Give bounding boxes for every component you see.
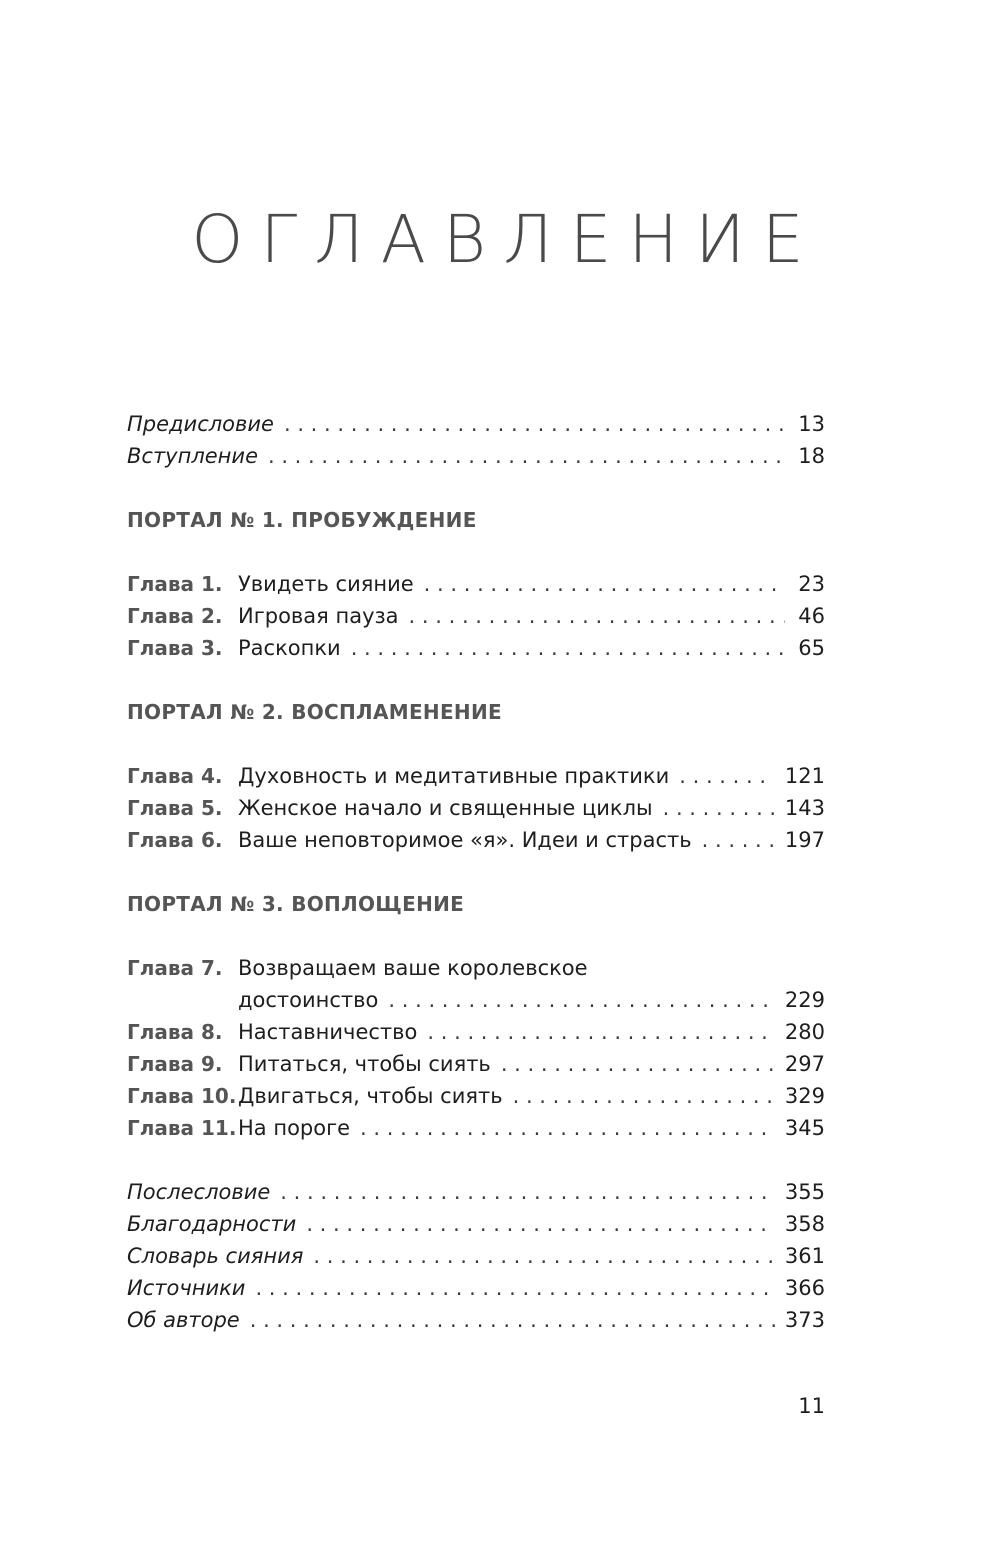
chapter-label: Глава 2. [127, 604, 223, 628]
entry-title: Питаться, чтобы сиять [238, 1052, 491, 1076]
page-number: 361 [784, 1244, 825, 1268]
dot-leader [513, 1080, 775, 1112]
dot-leader [679, 760, 775, 792]
dot-leader [280, 1176, 775, 1208]
toc-entry-chapter-1[interactable] [127, 568, 825, 600]
toc-entry-glossary[interactable] [127, 1240, 825, 1272]
chapter-label: Глава 9. [127, 1052, 223, 1076]
dot-leader [284, 408, 785, 440]
chapter-label: Глава 10. [127, 1084, 237, 1108]
entry-title: достоинство [238, 988, 379, 1012]
entry-title: Двигаться, чтобы сиять [238, 1084, 503, 1108]
entry-title: Словарь сияния [127, 1244, 304, 1268]
page-number: 229 [784, 988, 825, 1012]
page-number: 366 [784, 1276, 825, 1300]
entry-title: Игровая пауза [238, 604, 399, 628]
toc-entry-afterword[interactable] [127, 1176, 825, 1208]
entry-title: Наставничество [238, 1020, 418, 1044]
entry-title: Раскопки [238, 636, 341, 660]
page-number: 297 [784, 1052, 825, 1076]
chapter-label: Глава 6. [127, 828, 223, 852]
page-number: 329 [784, 1084, 825, 1108]
page-number: 358 [784, 1212, 825, 1236]
toc-entry-sources[interactable] [127, 1272, 825, 1304]
page-number: 13 [798, 412, 825, 436]
page-number: 197 [784, 828, 825, 852]
chapter-label: Глава 1. [127, 572, 223, 596]
chapter-label: Глава 5. [127, 796, 223, 820]
entry-title-line1: Возвращаем ваше королевское [238, 956, 588, 980]
entry-title: Вступление [127, 444, 258, 468]
dot-leader [351, 632, 785, 664]
page-title: ОГЛАВЛЕНИЕ [191, 201, 821, 278]
dot-leader [268, 440, 785, 472]
page-number: 280 [784, 1020, 825, 1044]
toc-entry-chapter-9[interactable] [127, 1048, 825, 1080]
entry-title: Благодарности [127, 1212, 297, 1236]
toc-entry-preface[interactable] [127, 408, 825, 440]
portal-heading-1: ПОРТАЛ № 1. ПРОБУЖДЕНИЕ [127, 508, 477, 532]
toc-entry-chapter-2[interactable] [127, 600, 825, 632]
toc-entry-chapter-3[interactable] [127, 632, 825, 664]
entry-title: Увидеть сияние [238, 572, 414, 596]
dot-leader [255, 1272, 774, 1304]
toc-entry-chapter-7-line1[interactable] [127, 952, 825, 984]
page-number: 18 [798, 444, 825, 468]
chapter-label: Глава 7. [127, 956, 223, 980]
page-number: 373 [784, 1308, 825, 1332]
chapter-label: Глава 11. [127, 1116, 237, 1140]
toc-entry-chapter-7-line2[interactable] [127, 984, 825, 1016]
dot-leader [388, 984, 775, 1016]
toc-entry-chapter-8[interactable] [127, 1016, 825, 1048]
dot-leader [306, 1208, 775, 1240]
dot-leader [409, 600, 785, 632]
dot-leader [360, 1112, 775, 1144]
toc-entry-chapter-6[interactable] [127, 824, 825, 856]
entry-title: Об авторе [127, 1308, 240, 1332]
dot-leader [250, 1304, 775, 1336]
toc-entry-acknowledgements[interactable] [127, 1208, 825, 1240]
toc-entry-chapter-10[interactable] [127, 1080, 825, 1112]
entry-title: Ваше неповторимое «я». Идеи и страсть [238, 828, 692, 852]
entry-title: Послесловие [127, 1180, 271, 1204]
toc-entry-introduction[interactable] [127, 440, 825, 472]
dot-leader [424, 568, 785, 600]
dot-leader [663, 792, 775, 824]
page-number: 143 [784, 796, 825, 820]
page-folio: 11 [798, 1394, 825, 1418]
toc-entry-chapter-5[interactable] [127, 792, 825, 824]
dot-leader [702, 824, 775, 856]
chapter-label: Глава 8. [127, 1020, 223, 1044]
entry-title: На пороге [238, 1116, 351, 1140]
page-number: 355 [784, 1180, 825, 1204]
page-number: 23 [798, 572, 825, 596]
dot-leader [427, 1016, 775, 1048]
table-of-contents [127, 408, 825, 1336]
page-number: 345 [784, 1116, 825, 1140]
portal-heading-2: ПОРТАЛ № 2. ВОСПЛАМЕНЕНИЕ [127, 700, 502, 724]
toc-entry-about-author[interactable] [127, 1304, 825, 1336]
page-number: 121 [784, 764, 825, 788]
entry-title: Источники [127, 1276, 246, 1300]
page-number: 65 [798, 636, 825, 660]
chapter-label: Глава 3. [127, 636, 223, 660]
portal-heading-3: ПОРТАЛ № 3. ВОПЛОЩЕНИЕ [127, 892, 465, 916]
toc-entry-chapter-4[interactable] [127, 760, 825, 792]
entry-title: Предисловие [127, 412, 274, 436]
entry-title: Духовность и медитативные практики [238, 764, 670, 788]
entry-title: Женское начало и священные циклы [238, 796, 653, 820]
toc-entry-chapter-11[interactable] [127, 1112, 825, 1144]
chapter-label: Глава 4. [127, 764, 223, 788]
page-number: 46 [798, 604, 825, 628]
dot-leader [313, 1240, 775, 1272]
dot-leader [501, 1048, 775, 1080]
